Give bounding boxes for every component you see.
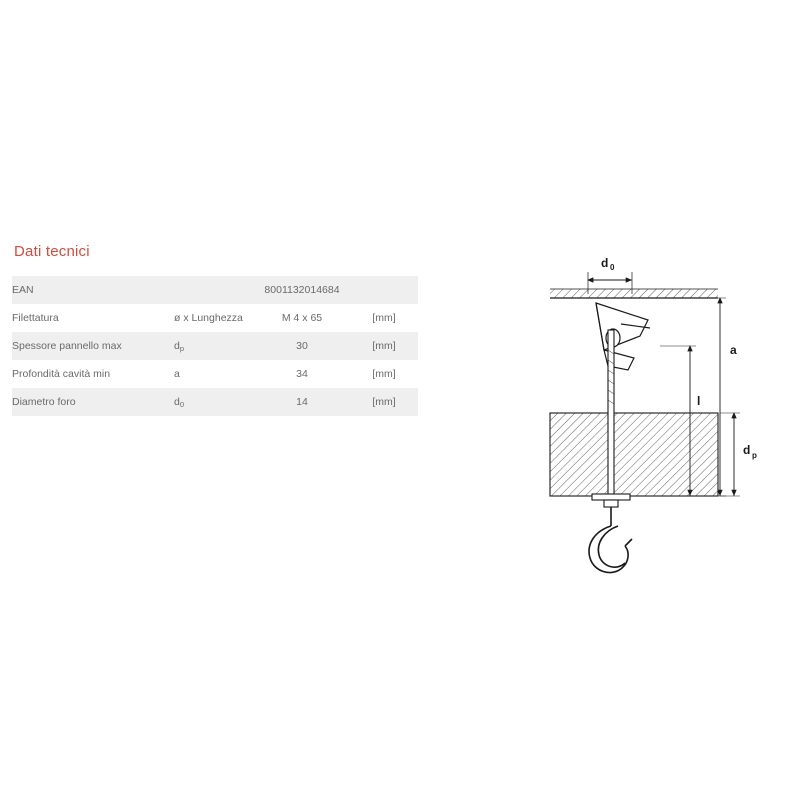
row-unit xyxy=(350,276,418,304)
row-symbol xyxy=(174,360,254,388)
row-value: M 4 x 65 xyxy=(281,312,323,324)
washer-collar xyxy=(592,494,630,507)
row-symbol-text: d xyxy=(174,396,180,408)
hook xyxy=(589,507,632,573)
toggle-anchor xyxy=(596,303,650,370)
label-hole-diameter: d xyxy=(601,256,609,270)
row-symbol-subscript: 0 xyxy=(179,400,185,409)
row-label: Profondità cavità min xyxy=(12,368,111,380)
row-unit: [mm] xyxy=(372,340,396,352)
dim-hole-diameter xyxy=(588,256,632,294)
row-symbol-text: a xyxy=(174,368,180,380)
row-value: 8001132014684 xyxy=(264,284,340,296)
table-row xyxy=(12,388,418,416)
label-panel-thickness: d xyxy=(743,443,751,457)
row-unit: [mm] xyxy=(372,312,396,324)
table-row xyxy=(12,332,418,360)
table-row xyxy=(12,276,418,304)
row-value: 34 xyxy=(296,368,308,380)
technical-data-panel xyxy=(12,243,418,416)
panel-board xyxy=(550,413,718,496)
table-row xyxy=(12,360,418,388)
row-symbol xyxy=(174,304,254,332)
row-symbol xyxy=(174,276,254,304)
row-value: 14 xyxy=(296,396,308,408)
page-title: Dati tecnici xyxy=(14,243,90,260)
row-symbol-text: ø x Lunghezza xyxy=(174,312,243,324)
row-label: Filettatura xyxy=(12,312,59,324)
threaded-rod xyxy=(608,330,614,498)
ceiling-slab xyxy=(550,289,718,298)
label-panel-thickness-subscript: p xyxy=(752,451,757,460)
row-label: Spessore pannello max xyxy=(12,340,122,352)
row-unit: [mm] xyxy=(372,396,396,408)
row-label: Diametro foro xyxy=(12,396,76,408)
label-length: l xyxy=(697,394,701,408)
row-symbol-text: d xyxy=(174,340,180,352)
table-row xyxy=(12,304,418,332)
row-symbol xyxy=(174,332,254,360)
technical-drawing xyxy=(500,250,790,590)
row-symbol xyxy=(174,388,254,416)
row-unit: [mm] xyxy=(372,368,396,380)
row-label: EAN xyxy=(12,284,34,296)
label-cavity-depth: a xyxy=(730,343,737,357)
label-hole-diameter-subscript: 0 xyxy=(610,263,615,272)
row-value: 30 xyxy=(296,340,308,352)
row-symbol-subscript: p xyxy=(179,344,185,353)
dim-panel-thickness xyxy=(720,413,757,496)
technical-data-table xyxy=(12,276,418,416)
